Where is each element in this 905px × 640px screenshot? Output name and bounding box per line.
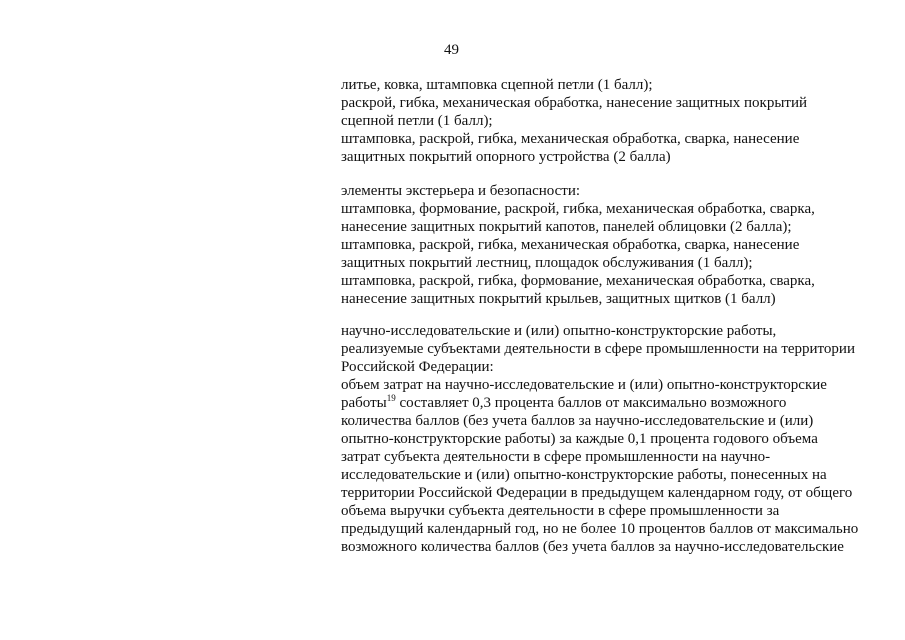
text-line: опытно-конструкторские работы) за каждые 0,1 процента годового объема — [341, 431, 818, 447]
text-line: раскрой, гибка, механическая обработка, нанесение защитных покрытий — [341, 95, 808, 111]
text-line: Российской Федерации: — [341, 359, 494, 375]
text-line: предыдущий календарный год, но не более 10 процентов баллов от максимально — [341, 521, 859, 537]
text-line: нанесение защитных покрытий капотов, панелей облицовки (2 балла); — [341, 219, 792, 235]
text-line: штамповка, раскрой, гибка, формование, механическая обработка, сварка, — [341, 273, 815, 289]
text-line: штамповка, формование, раскрой, гибка, механическая обработка, сварка, — [341, 201, 815, 217]
text-line: научно-исследовательские и (или) опытно-конструкторские работы, — [341, 323, 777, 339]
text-line: литье, ковка, штамповка сцепной петли (1 балл); — [341, 77, 653, 93]
text-line: территории Российской Федерации в предыдущем календарном году, от общего — [341, 485, 853, 501]
text-line: объема выручки субъекта деятельности в сфере промышленности за — [341, 503, 780, 519]
footnote-reference[interactable]: 19 — [386, 393, 396, 403]
paragraph-hitch-components — [341, 76, 881, 166]
text-line-with-footnote — [341, 394, 881, 412]
text-line: штамповка, раскрой, гибка, механическая обработка, сварка, нанесение — [341, 131, 800, 147]
page-number: 49 — [444, 42, 459, 58]
text-line: исследовательские и (или) опытно-конструкторские работы, понесенных на — [341, 467, 827, 483]
paragraph-research-development — [341, 322, 881, 556]
text-line: защитных покрытий опорного устройства (2 балла) — [341, 149, 671, 165]
text-fragment: составляет 0,3 процента баллов от максимально возможного — [395, 395, 787, 411]
text-line: защитных покрытий лестниц, площадок обслуживания (1 балл); — [341, 255, 753, 271]
text-line: возможного количества баллов (без учета баллов за научно-исследовательские — [341, 539, 844, 555]
text-line: объем затрат на научно-исследовательские и (или) опытно-конструкторские — [341, 377, 827, 393]
text-line: сцепной петли (1 балл); — [341, 113, 493, 129]
text-line: элементы экстерьера и безопасности: — [341, 183, 581, 199]
text-fragment: работы — [341, 395, 387, 411]
text-line: затрат субъекта деятельности в сфере промышленности на научно- — [341, 449, 771, 465]
text-line: количества баллов (без учета баллов за научно-исследовательские и (или) — [341, 413, 814, 429]
text-line: реализуемые субъектами деятельности в сфере промышленности на территории — [341, 341, 855, 357]
text-line: нанесение защитных покрытий крыльев, защитных щитков (1 балл) — [341, 291, 776, 307]
text-line: штамповка, раскрой, гибка, механическая обработка, сварка, нанесение — [341, 237, 800, 253]
paragraph-exterior-safety-elements — [341, 182, 881, 308]
